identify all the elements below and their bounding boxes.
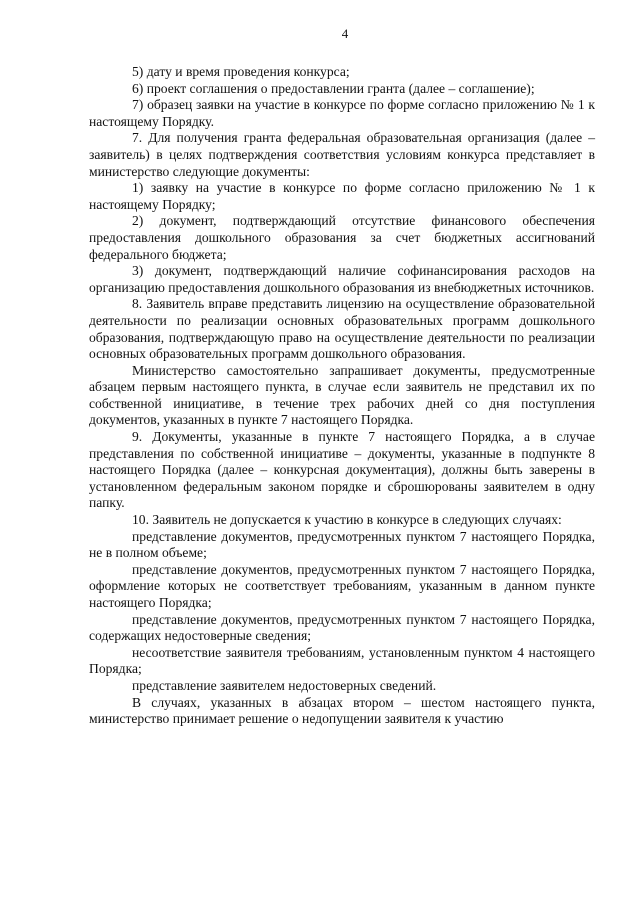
paragraph-item-7-application-sample: 7) образец заявки на участие в конкурсе по форме согласно приложению № 1 к настоящему Порядку. <box>89 97 595 129</box>
paragraph-clause-7-item-3: 3) документ, подтверждающий наличие софинансирования расходов на организацию предоставления дошкольного образования из внебюджетных источников. <box>89 263 595 295</box>
paragraph-clause-7: 7. Для получения гранта федеральная образовательная организация (далее – заявитель) в целях подтверждения соответствия условиям конкурса представляет в министерство следующие документы: <box>89 130 595 179</box>
paragraph-clause-10-case-5: представление заявителем недостоверных сведений. <box>132 677 437 693</box>
page-number: 4 <box>341 26 349 41</box>
paragraph-clause-10-case-3: представление документов, предусмотренных пунктом 7 настоящего Порядка, содержащих недостоверные сведения; <box>89 611 595 644</box>
paragraph-clause-7-item-2: 2) документ, подтверждающий отсутствие финансового обеспечения предоставления дошкольного образования за счет бюджетных ассигнований федерального бюджета; <box>89 213 595 262</box>
paragraph-clause-8: 8. Заявитель вправе представить лицензию на осуществление образовательной деятельности по реализации основных образовательных программ дошкольного образования, подтверждающую право на осуществление деятельности по реализации основных образовательных программ дошкольного образования. <box>89 296 595 362</box>
paragraph-clause-10-case-2: представление документов, предусмотренных пунктом 7 настоящего Порядка, оформление которых не соответствует требованиям, указанным в данном пункте настоящего Порядка; <box>89 561 595 610</box>
paragraph-clause-7-item-1: 1) заявку на участие в конкурсе по форме согласно приложению № 1 к настоящему Порядку; <box>89 180 595 212</box>
document-body <box>89 64 595 728</box>
paragraph-item-6-draft-agreement: 6) проект соглашения о предоставлении гранта (далее – соглашение); <box>132 80 535 96</box>
paragraph-item-5-date-time: 5) дату и время проведения конкурса; <box>132 64 350 79</box>
paragraph-clause-10-case-1: представление документов, предусмотренных пунктом 7 настоящего Порядка, не в полном объеме; <box>89 528 595 561</box>
paragraph-clause-9: 9. Документы, указанные в пункте 7 настоящего Порядка, а в случае представления по собственной инициативе – документы, указанные в подпункте 8 настоящего Порядка (далее – конкурсная документация), должны быть заверены в установленном федеральным законом порядке и сброшюрованы заявителем в одну папку. <box>89 429 595 511</box>
paragraph-clause-8-ministry: Министерство самостоятельно запрашивает документы, предусмотренные абзацем первым настоящего пункта, в случае если заявитель не представил их по собственной инициативе, в течение трех рабочих дней со дня поступления документов, указанных в пункте 7 настоящего Порядка. <box>89 362 595 428</box>
paragraph-clause-10-decision: В случаях, указанных в абзацах втором – шестом настоящего пункта, министерство принимает решение о недопущении заявителя к участию <box>89 694 595 727</box>
paragraph-clause-10-case-4: несоответствие заявителя требованиям, установленным пунктом 4 настоящего Порядка; <box>89 644 595 677</box>
paragraph-clause-10: 10. Заявитель не допускается к участию в конкурсе в следующих случаях: <box>132 512 562 528</box>
